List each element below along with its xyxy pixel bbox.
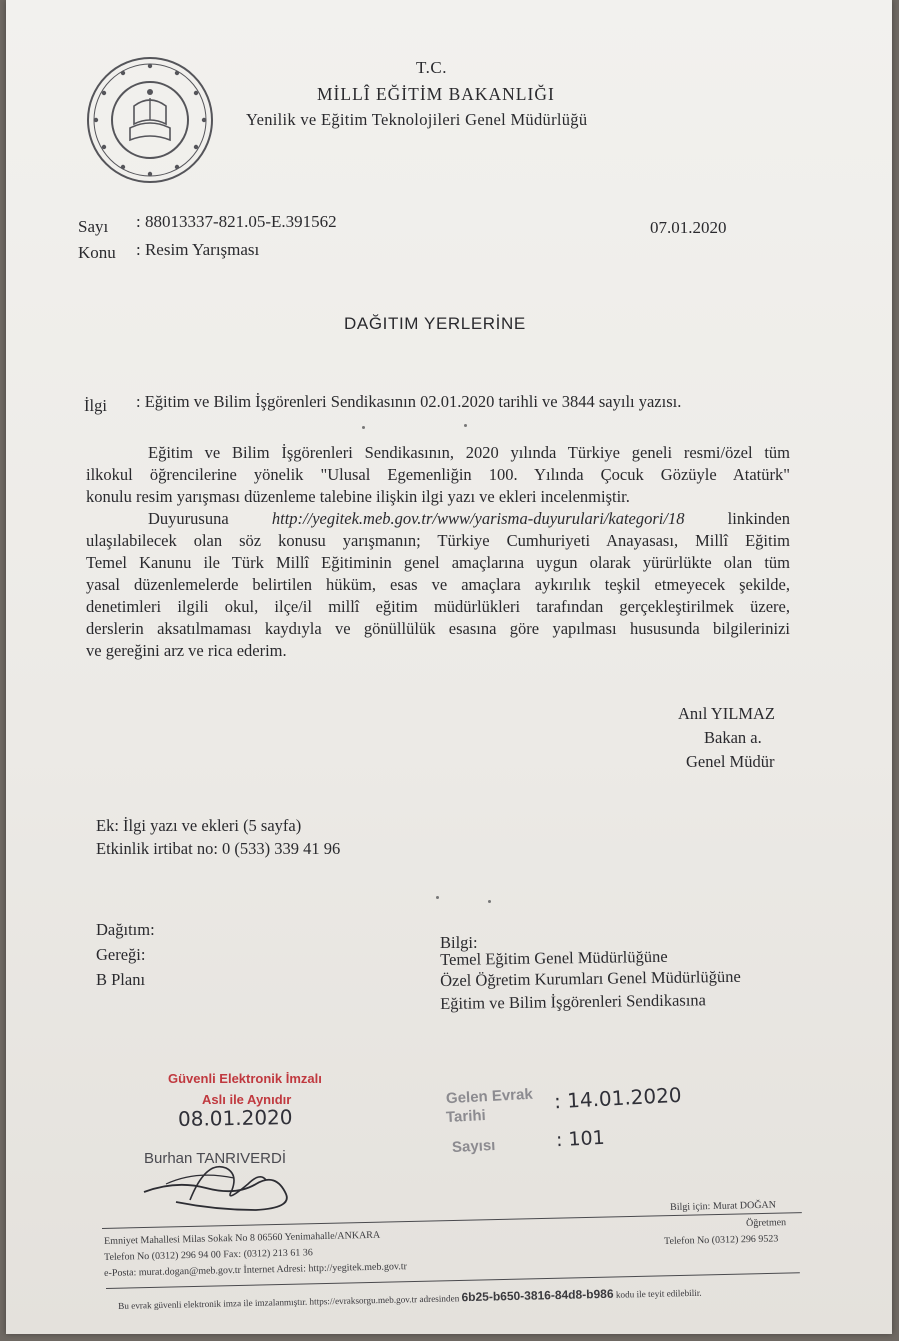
header-directorate: Yenilik ve Eğitim Teknolojileri Genel Müdürlüğü	[246, 110, 588, 129]
incoming-no-label: Sayısı	[451, 1136, 496, 1157]
paragraph-1	[86, 442, 790, 508]
paragraph-2	[86, 508, 790, 662]
competition-url[interactable]: http://yegitek.meb.gov.tr/www/yarisma-duyurulari/kategori/18	[271, 509, 685, 528]
handwritten-signature-icon	[136, 1140, 306, 1220]
document-title: DAĞITIM YERLERİNE	[344, 314, 526, 333]
footer-info-title: Öğretmen	[746, 1217, 787, 1229]
header-country: T.C.	[416, 58, 447, 77]
signatory-role-2: Genel Müdür	[686, 752, 775, 771]
attachment-line: Ek: İlgi yazı ve ekleri (5 sayfa)	[96, 816, 302, 835]
paragraph-2-line: yasal düzenlemelerde belirtilen hüküm, esas ve amaçlara aykırılık teşkil etmeyecek şekilde,	[86, 575, 790, 594]
ministry-seal-icon	[84, 54, 216, 186]
contact-line: Etkinlik irtibat no: 0 (533) 339 41 96	[96, 839, 341, 858]
footer-address: Emniyet Mahallesi Milas Sokak No 8 06560 Yenimahalle/ANKARA	[104, 1229, 381, 1247]
signatory-role-1: Bakan a.	[704, 728, 762, 747]
ilgi-label: İlgi	[84, 396, 107, 415]
konu-value: : Resim Yarışması	[136, 240, 260, 259]
paragraph-1-line: ilkokul öğrencilerine yönelik "Ulusal Egemenliğin 100. Yılında Çocuk Gözüyle Atatürk"	[86, 465, 790, 484]
paragraph-2-line: Temel Kanunu ile Türk Millî Eğitiminin genel amaçlarına uygun olarak yürürlükte olan tüm	[86, 553, 790, 572]
bilgi-label: Bilgi:	[440, 933, 478, 952]
paragraph-2-line: ve gereğini arz ve rica ederim.	[86, 641, 287, 660]
geregi-label: Gereği:	[96, 945, 146, 964]
paragraph-2-line: denetimleri ilgili okul, ilçe/il millî eğitim müdürlükleri tarafından gerçekleştirilmek üzere,	[86, 597, 790, 616]
document-date: 07.01.2020	[650, 218, 727, 237]
konu-label: Konu	[78, 243, 116, 262]
header-ministry: MİLLÎ EĞİTİM BAKANLIĞI	[317, 84, 555, 104]
paragraph-2-lead-tail: linkinden	[727, 509, 790, 528]
document-page	[6, 0, 892, 1334]
footer-email: e-Posta: murat.dogan@meb.gov.tr İnternet Adresi: http://yegitek.meb.gov.tr	[104, 1261, 408, 1279]
speck	[488, 900, 491, 903]
paragraph-1-line: Eğitim ve Bilim İşgörenleri Sendikasının, 2020 yılında Türkiye geneli resmi/özel tüm	[148, 443, 790, 462]
distribution-label: Dağıtım:	[96, 920, 155, 939]
sayi-value: : 88013337-821.05-E.391562	[136, 212, 337, 231]
verification-tail: kodu ile teyit edilebilir.	[615, 1287, 702, 1300]
bilgi-item: Özel Öğretim Kurumları Genel Müdürlüğüne	[440, 966, 741, 990]
footer-info-phone: Telefon No (0312) 296 9523	[664, 1233, 779, 1247]
footer-phone: Telefon No (0312) 296 94 00 Fax: (0312) 213 61 36	[104, 1247, 313, 1263]
incoming-no-value: : 101	[555, 1126, 606, 1152]
footer-info-label: Bilgi için: Murat DOĞAN	[670, 1199, 777, 1213]
speck	[362, 426, 365, 429]
ilgi-value: : Eğitim ve Bilim İşgörenleri Sendikasının 02.01.2020 tarihli ve 3844 sayılı yazısı.	[136, 392, 682, 411]
verification-text: Bu evrak güvenli elektronik imza ile imzalanmıştır. https://evraksorgu.meb.gov.tr adresinden	[118, 1293, 460, 1311]
sayi-label: Sayı	[78, 217, 109, 236]
paragraph-2-line: derslerin aksatılmaması kaydıyla ve gönüllülük esasına göre yapılması hususunda bilgilerinizi	[86, 619, 790, 638]
handwritten-date: 08.01.2020	[177, 1105, 293, 1131]
incoming-date-label: Tarihi	[445, 1106, 487, 1127]
paragraph-2-first-line	[86, 508, 790, 530]
speck	[436, 896, 439, 899]
incoming-date-value: : 14.01.2020	[553, 1082, 683, 1114]
geregi-value: B Planı	[96, 970, 146, 989]
paragraph-1-line: konulu resim yarışması düzenleme talebine ilişkin ilgi yazı ve ekleri incelenmiştir.	[86, 487, 630, 506]
signer-name: Burhan TANRIVERDİ	[144, 1150, 286, 1167]
verification-code: 6b25-b650-3816-84d8-b986	[461, 1286, 614, 1305]
incoming-stamp-title: Gelen Evrak	[445, 1085, 534, 1108]
signatory-name: Anıl YILMAZ	[678, 704, 776, 723]
true-copy-stamp: Aslı ile Aynıdır	[202, 1092, 292, 1107]
secure-signature-stamp: Güvenli Elektronik İmzalı	[168, 1071, 322, 1086]
speck	[464, 424, 467, 427]
footer-verification	[118, 1285, 702, 1312]
bilgi-item: Temel Eğitim Genel Müdürlüğüne	[440, 946, 668, 969]
paragraph-2-line: ulaşılabilecek olan söz konusu yarışmanın; Türkiye Cumhuriyeti Anayasası, Millî Eğitim	[86, 531, 790, 550]
paragraph-2-lead: Duyurusuna	[148, 509, 229, 528]
bilgi-item: Eğitim ve Bilim İşgörenleri Sendikasına	[440, 990, 707, 1013]
